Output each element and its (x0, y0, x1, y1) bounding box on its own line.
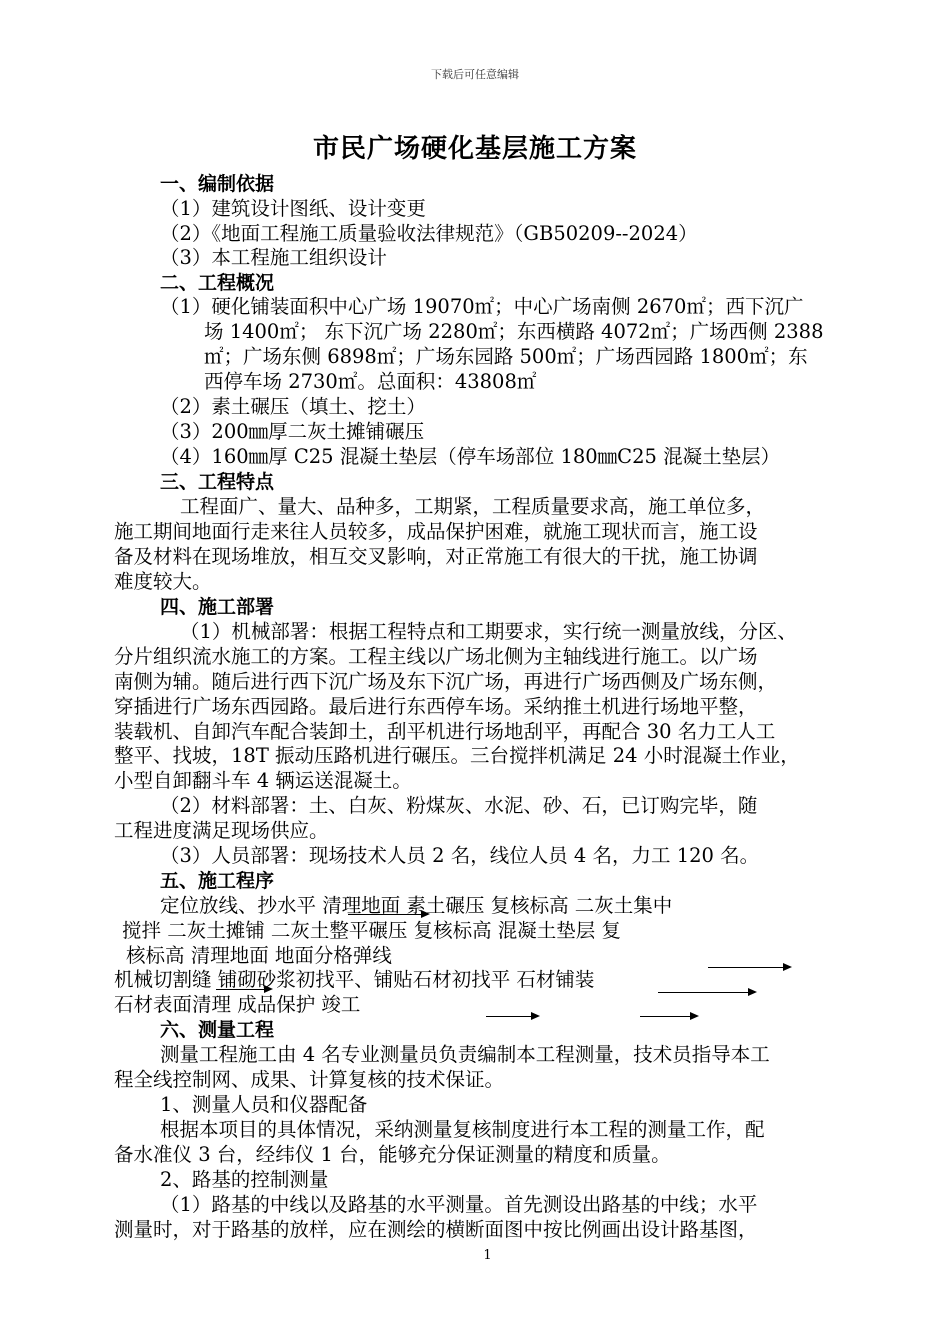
paragraph-line: 备水准仪 3 台，经纬仪 1 台，能够充分保证测量的精度和质量。 (114, 1143, 671, 1166)
section-heading: 一、编制依据 (160, 173, 275, 195)
paragraph-line: 工程面广、量大、品种多，工期紧，工程质量要求高，施工单位多， (180, 495, 766, 518)
flow-arrow (348, 914, 428, 915)
paragraph-line: 测量时，对于路基的放样，应在测绘的横断面图中按比例画出设计路基图， (114, 1218, 758, 1241)
section-heading: 四、施工部署 (160, 596, 275, 618)
flow-line: 机械切割缝 铺砌砂浆初找平、铺贴石材初找平 石材铺装 (114, 968, 595, 991)
paragraph-line: （3）本工程施工组织设计 (160, 246, 387, 269)
paragraph-line: 施工期间地面行走来往人员较多，成品保护困难，就施工现状而言，施工设 (114, 520, 758, 543)
flow-line: 定位放线、抄水平 清理地面 素土碾压 复核标高 二灰土集中 (160, 894, 673, 917)
paragraph-line: 场 1400㎡； 东下沉广场 2280㎡；东西横路 4072㎡；广场西侧 2388 (204, 320, 824, 343)
section-heading: 六、测量工程 (160, 1019, 275, 1041)
paragraph-line: 1、测量人员和仪器配备 (160, 1093, 368, 1116)
paragraph-line: ㎡；广场东侧 6898㎡；广场东园路 500㎡；广场西园路 1800㎡；东 (204, 345, 808, 368)
paragraph-line: （1）建筑设计图纸、设计变更 (160, 197, 426, 220)
paragraph-line: 2、路基的控制测量 (160, 1168, 329, 1191)
paragraph-line: 根据本项目的具体情况，采纳测量复核制度进行本工程的测量工作，配 (160, 1118, 765, 1141)
section-heading: 二、工程概况 (160, 272, 275, 294)
paragraph-line: （2）材料部署：土、白灰、粉煤灰、水泥、砂、石，已订购完毕，随 (160, 794, 758, 817)
flow-arrow (486, 1016, 538, 1017)
page-number: 1 (483, 1248, 492, 1263)
paragraph-line: 测量工程施工由 4 名专业测量员负责编制本工程测量，技术员指导本工 (160, 1043, 770, 1066)
paragraph-line: （3）人员部署：现场技术人员 2 名，线位人员 4 名，力工 120 名。 (160, 844, 760, 867)
paragraph-line: 工程进度满足现场供应。 (114, 819, 329, 842)
paragraph-line: 小型自卸翻斗车 4 辆运送混凝土。 (114, 769, 412, 792)
page-header: 下载后可任意编辑 (431, 68, 519, 81)
flow-arrow (640, 1016, 697, 1017)
paragraph-line: （1）路基的中线以及路基的水平测量。首先测设出路基的中线；水平 (160, 1193, 758, 1216)
paragraph-line: 西停车场 2730㎡。总面积：43808㎡ (204, 370, 537, 393)
paragraph-line: （3）200㎜厚二灰土摊铺碾压 (160, 420, 425, 443)
paragraph-line: （1）硬化铺装面积中心广场 19070㎡；中心广场南侧 2670㎡；西下沉广 (160, 295, 804, 318)
paragraph-line: （2）素土碾压（填土、挖土） (160, 395, 426, 418)
flow-arrow (658, 992, 755, 993)
flow-line: 搅拌 二灰土摊铺 二灰土整平碾压 复核标高 混凝土垫层 复 (122, 919, 621, 942)
flow-arrow (708, 967, 790, 968)
document-title: 市民广场硬化基层施工方案 (312, 134, 637, 164)
paragraph-line: 程全线控制网、成果、计算复核的技术保证。 (114, 1068, 505, 1091)
paragraph-line: 整平、找坡，18T 振动压路机进行碾压。三台搅拌机满足 24 小时混凝土作业， (114, 744, 800, 767)
flow-line: 石材表面清理 成品保护 竣工 (114, 993, 361, 1016)
flow-line: 核标高 清理地面 地面分格弹线 (126, 944, 392, 967)
flow-arrow (216, 989, 271, 990)
paragraph-line: 难度较大。 (114, 570, 212, 593)
paragraph-line: 备及材料在现场堆放，相互交叉影响，对正常施工有很大的干扰，施工协调 (114, 545, 758, 568)
paragraph-line: 南侧为辅。随后进行西下沉广场及东下沉广场，再进行广场西侧及广场东侧， (114, 670, 778, 693)
paragraph-line: 穿插进行广场东西园路。最后进行东西停车场。采纳推土机进行场地平整， (114, 695, 758, 718)
paragraph-line: （1）机械部署：根据工程特点和工期要求，实行统一测量放线，分区、 (180, 620, 797, 643)
paragraph-line: 分片组织流水施工的方案。工程主线以广场北侧为主轴线进行施工。以广场 (114, 645, 758, 668)
paragraph-line: （4）160㎜厚 C25 混凝土垫层（停车场部位 180㎜C25 混凝土垫层） (160, 445, 781, 468)
section-heading: 三、工程特点 (160, 471, 275, 493)
paragraph-line: （2）《地面工程施工质量验收法律规范》（GB50209--2024） (160, 222, 698, 245)
section-heading: 五、施工程序 (160, 870, 275, 892)
paragraph-line: 装载机、自卸汽车配合装卸土，刮平机进行场地刮平，再配合 30 名力工人工 (114, 720, 776, 743)
